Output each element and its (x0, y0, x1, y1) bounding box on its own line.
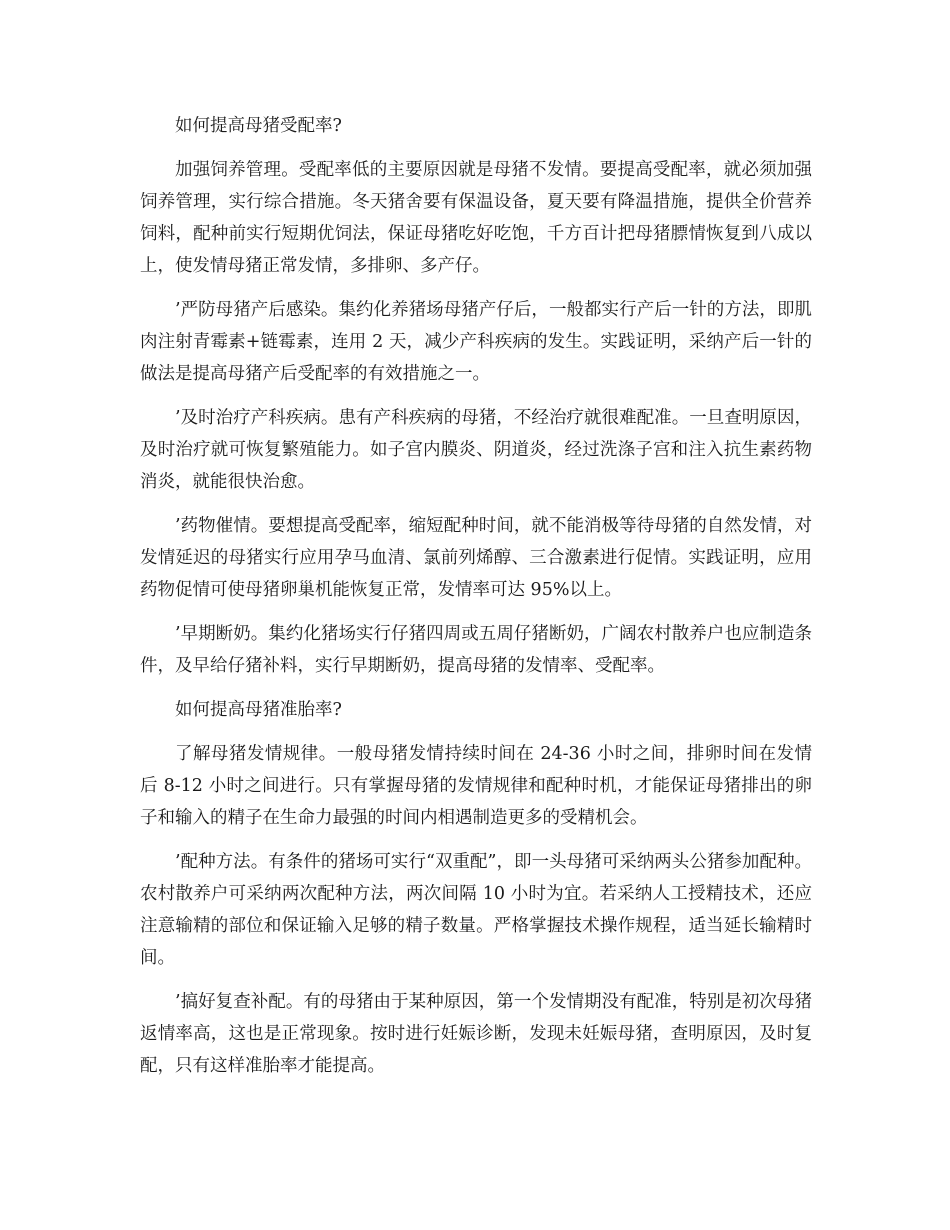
paragraph-postpartum-infection: ’严防母猪产后感染。集约化养猪场母猪产仔后，一般都实行产后一针的方法，即肌肉注射青霉素+链霉素，连用 2 天，减少产科疾病的发生。实践证明，采纳产后一针的做法是提高母猪产后受配率的有效措施之一。 (140, 300, 812, 384)
paragraph-drug-induction: ’药物催情。要想提高受配率，缩短配种时间，就不能消极等待母猪的自然发情，对发情延迟的母猪实行应用孕马血清、氯前列烯醇、三合激素进行促情。实践证明，应用药物促情可使母猪卵巢机能恢复正常，发情率可达 95%以上。 (140, 516, 812, 600)
paragraph-early-weaning: ’早期断奶。集约化猪场实行仔猪四周或五周仔猪断奶，广阔农村散养户也应制造条件，及早给仔猪补料，实行早期断奶，提高母猪的发情率、受配率。 (140, 624, 812, 676)
paragraph-breeding-method: ’配种方法。有条件的猪场可实行“双重配”，即一头母猪可采纳两头公猪参加配种。农村散养户可采纳两次配种方法，两次间隔 10 小时为宜。若采纳人工授精技术，还应注意输精的部位和保证输入足够的精子数量。严格掌握技术操作规程，适当延长输精时间。 (140, 852, 812, 968)
document-page (140, 110, 812, 1094)
section-heading-pregnancy-rate: 如何提高母猪准胎率? (175, 700, 342, 720)
paragraph-feeding-management: 加强饲养管理。受配率低的主要原因就是母猪不发情。要提高受配率，就必须加强饲养管理，实行综合措施。冬天猪舍要有保温设备，夏天要有降温措施，提供全价营养饲料，配种前实行短期优饲法，保证母猪吃好吃饱，千方百计把母猪膘情恢复到八成以上，使发情母猪正常发情，多排卵、多产仔。 (140, 160, 812, 276)
section-heading-conception-rate: 如何提高母猪受配率? (175, 116, 342, 136)
paragraph-obstetric-disease: ’及时治疗产科疾病。患有产科疾病的母猪，不经治疗就很难配准。一旦查明原因，及时治疗就可恢复繁殖能力。如子宫内膜炎、阴道炎，经过洗涤子宫和注入抗生素药物消炎，就能很快治愈。 (140, 408, 812, 492)
paragraph-estrus-pattern: 了解母猪发情规律。一般母猪发情持续时间在 24-36 小时之间，排卵时间在发情后 8-12 小时之间进行。只有掌握母猪的发情规律和配种时机，才能保证母猪排出的卵子和输入的精子在生命力最强的时间内相遇制造更多的受精机会。 (140, 744, 812, 828)
paragraph-recheck-rebreed: ’搞好复查补配。有的母猪由于某种原因，第一个发情期没有配准，特别是初次母猪返情率高，这也是正常现象。按时进行妊娠诊断，发现未妊娠母猪，查明原因，及时复配，只有这样准胎率才能提高。 (140, 992, 812, 1076)
